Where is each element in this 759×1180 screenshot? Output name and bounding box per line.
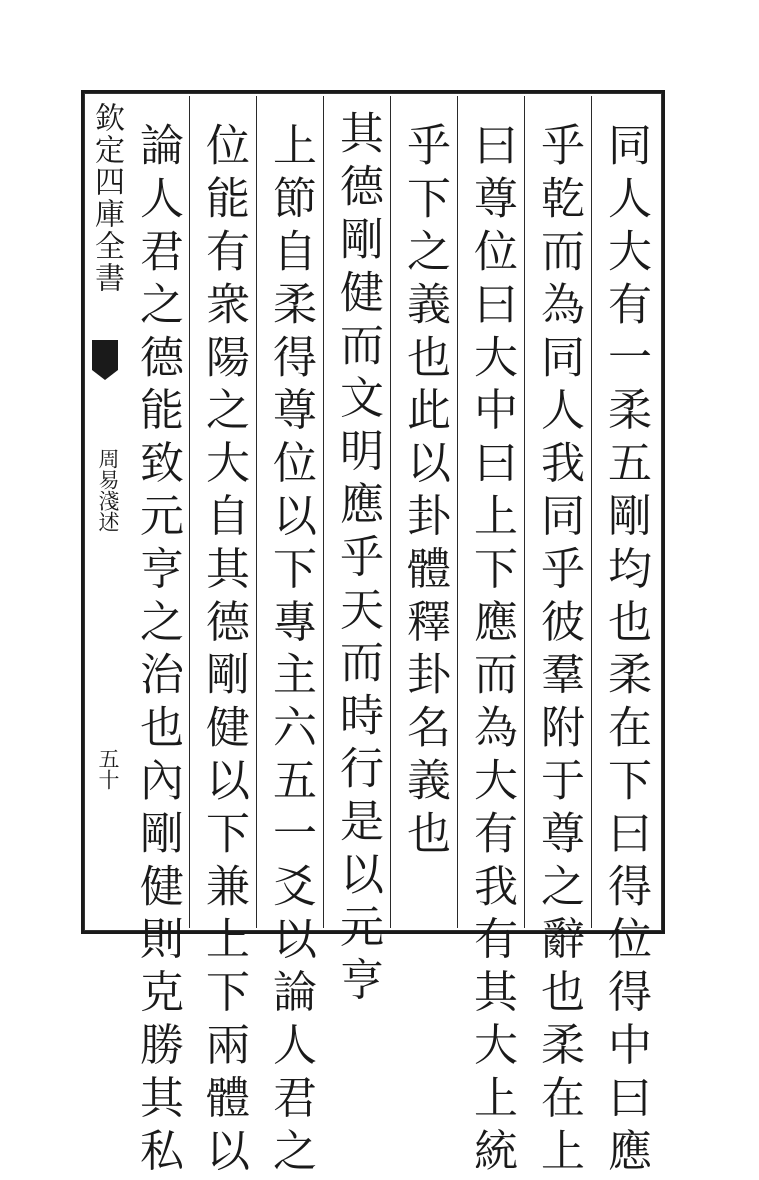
column-text: 位能有衆陽之大自其德剛健以下兼上下兩體以 — [198, 122, 249, 1180]
text-column-2 — [525, 96, 591, 1180]
column-text: 同人大有一柔五剛均也柔在下曰得位得中曰應 — [600, 122, 651, 1180]
text-column-3 — [458, 96, 524, 1180]
column-text: 乎下之義也此以卦體釋卦名義也 — [399, 122, 450, 863]
text-body — [128, 96, 658, 1180]
page-number: 五十 — [96, 748, 120, 790]
text-column-8 — [124, 96, 190, 1180]
column-divider — [591, 96, 592, 928]
section-title: 周易淺述 — [96, 448, 120, 532]
text-column-7 — [190, 96, 256, 1180]
column-text: 曰尊位曰大中曰上下應而為大有我有其大上統 — [466, 122, 517, 1180]
text-column-5 — [324, 96, 390, 1010]
column-text: 論人君之德能致元亨之治也內剛健則克勝其私 — [132, 122, 183, 1180]
column-text: 其德剛健而文明應乎天而時行是以元亨 — [332, 110, 383, 1010]
text-column-1 — [592, 96, 658, 1180]
book-title: 欽定四庫全書 — [89, 102, 124, 294]
column-divider — [323, 96, 324, 928]
text-column-6 — [257, 96, 323, 1180]
margin-column — [88, 96, 124, 928]
column-text: 上節自柔得尊位以下專主六五一爻以論人君之 — [265, 122, 316, 1180]
column-divider — [524, 96, 525, 928]
column-divider — [390, 96, 391, 928]
fish-tail-mark — [92, 340, 118, 370]
column-divider — [256, 96, 257, 928]
column-divider — [457, 96, 458, 928]
text-column-4 — [391, 96, 457, 928]
column-text: 乎乾而為同人我同乎彼羣附于尊之辭也柔在上 — [533, 122, 584, 1180]
